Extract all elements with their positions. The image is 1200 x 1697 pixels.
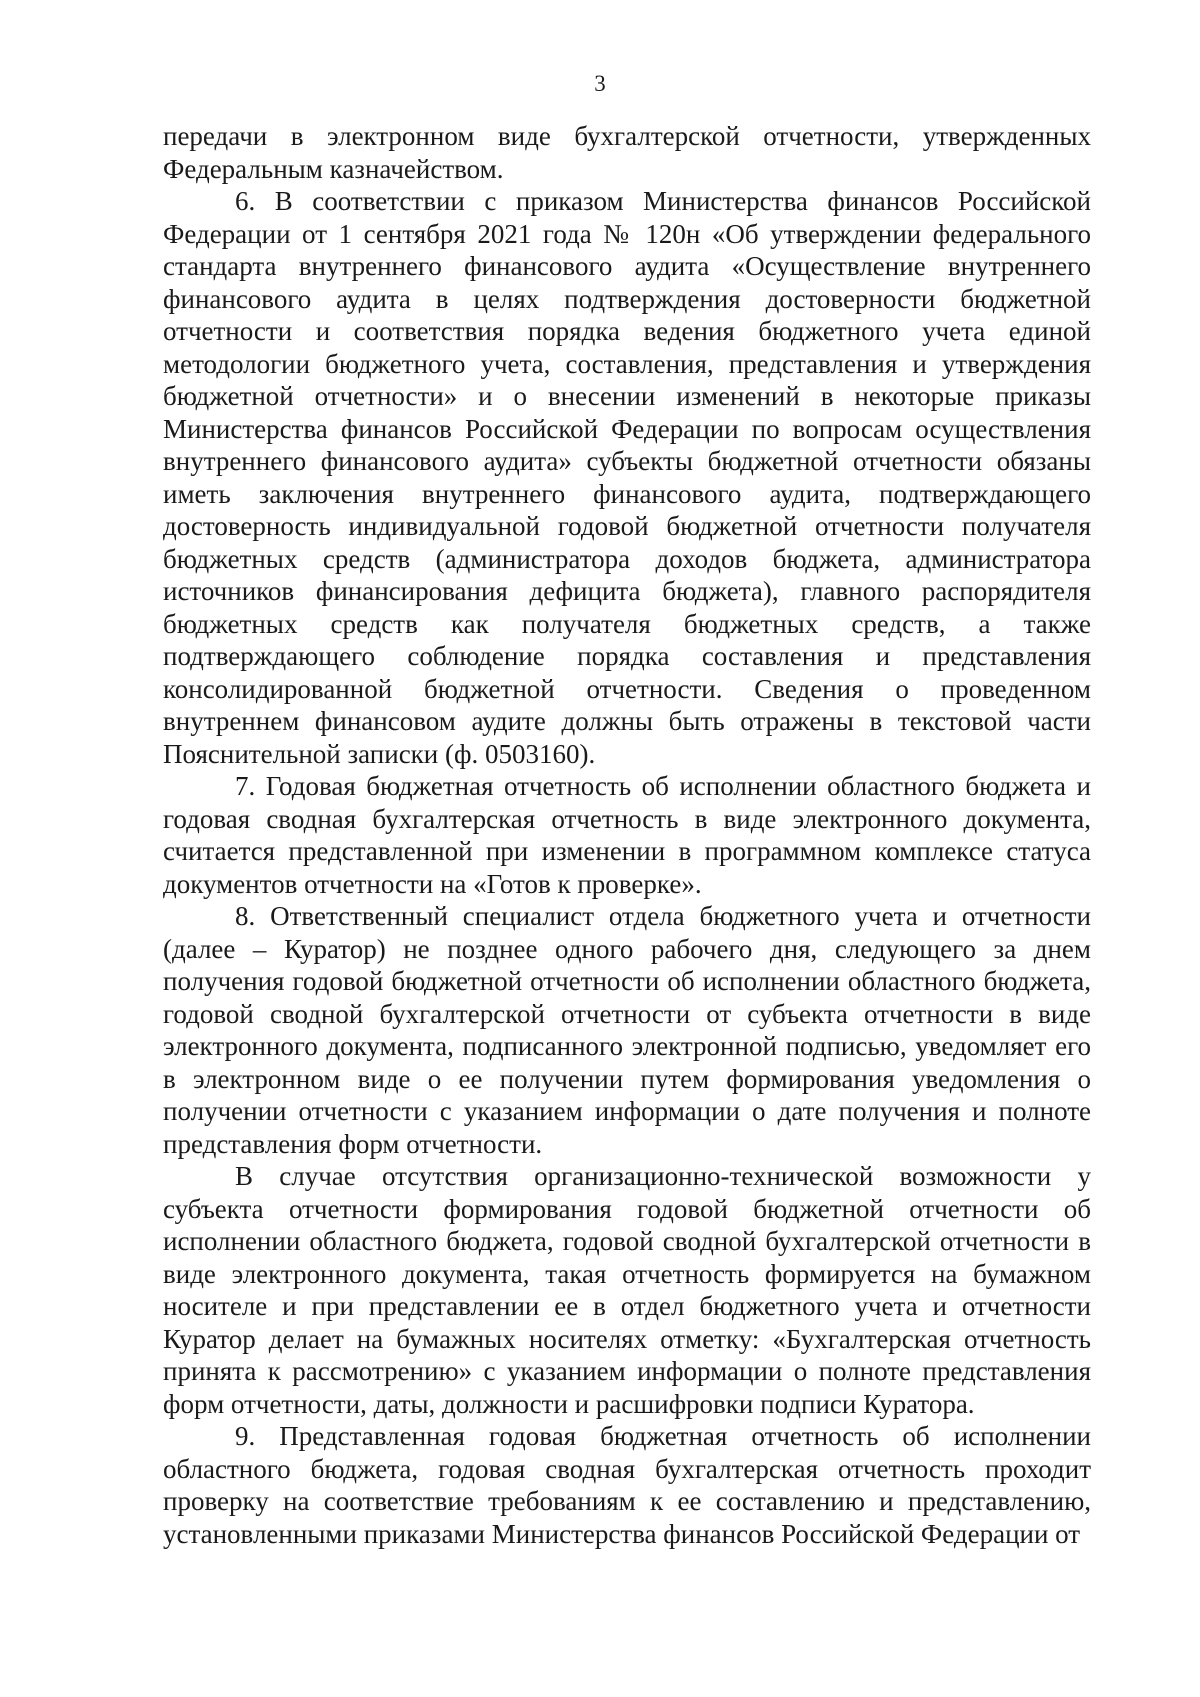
document-body [163,120,1091,1550]
paragraph-continuation: передачи в электронном виде бухгалтерской отчетности, утвержденных Федеральным казначейством. [163,121,1091,184]
paragraph-item-9: 9. Представленная годовая бюджетная отчетность об исполнении областного бюджета, годовая сводная бухгалтерская отчетность проходит проверку на соответствие требованиям к ее составлению и представлению, установленными приказами Министерства финансов Российской Федерации от [163,1421,1091,1549]
paragraph-item-8-continued: В случае отсутствия организационно-технической возможности у субъекта отчетности формирования годовой бюджетной отчетности об исполнении областного бюджета, годовой сводной бухгалтерской отчетности в виде электронного документа, такая отчетность формируется на бумажном носителе и при представлении ее в отдел бюджетного учета и отчетности Куратор делает на бумажных носителях отметку: «Бухгалтерская отчетность принята к рассмотрению» с указанием информации о полноте представления форм отчетности, даты, должности и расшифровки подписи Куратора. [163,1161,1091,1419]
paragraph-item-6: 6. В соответствии с приказом Министерства финансов Российской Федерации от 1 сентября 2021 года № 120н «Об утверждении федерального стандарта внутреннего финансового аудита «Осуществление внутреннего финансового аудита в целях подтверждения достоверности бюджетной отчетности и соответствия порядка ведения бюджетного учета единой методологии бюджетного учета, составления, представления и утверждения бюджетной отчетности» и о внесении изменений в некоторые приказы Министерства финансов Российской Федерации по вопросам осуществления внутреннего финансового аудита» субъекты бюджетной отчетности обязаны иметь заключения внутреннего финансового аудита, подтверждающего достоверность индивидуальной годовой бюджетной отчетности получателя бюджетных средств (администратора доходов бюджета, администратора источников финансирования дефицита бюджета), главного распорядителя бюджетных средств как получателя бюджетных средств, а также подтверждающего соблюдение порядка составления и представления консолидированной бюджетной отчетности. Сведения о проведенном внутреннем финансовом аудите должны быть отражены в текстовой части Пояснительной записки (ф. 0503160). [163,186,1091,769]
paragraph-item-8: 8. Ответственный специалист отдела бюджетного учета и отчетности (далее – Куратор) не позднее одного рабочего дня, следующего за днем получения годовой бюджетной отчетности об исполнении областного бюджета, годовой сводной бухгалтерской отчетности от субъекта отчетности в виде электронного документа, подписанного электронной подписью, уведомляет его в электронном виде о ее получении путем формирования уведомления о получении отчетности с указанием информации о дате получения и полноте представления форм отчетности. [163,901,1091,1159]
paragraph-item-7: 7. Годовая бюджетная отчетность об исполнении областного бюджета и годовая сводная бухгалтерская отчетность в виде электронного документа, считается представленной при изменении в программном комплексе статуса документов отчетности на «Готов к проверке». [163,771,1091,899]
page-number: 3 [594,71,606,96]
